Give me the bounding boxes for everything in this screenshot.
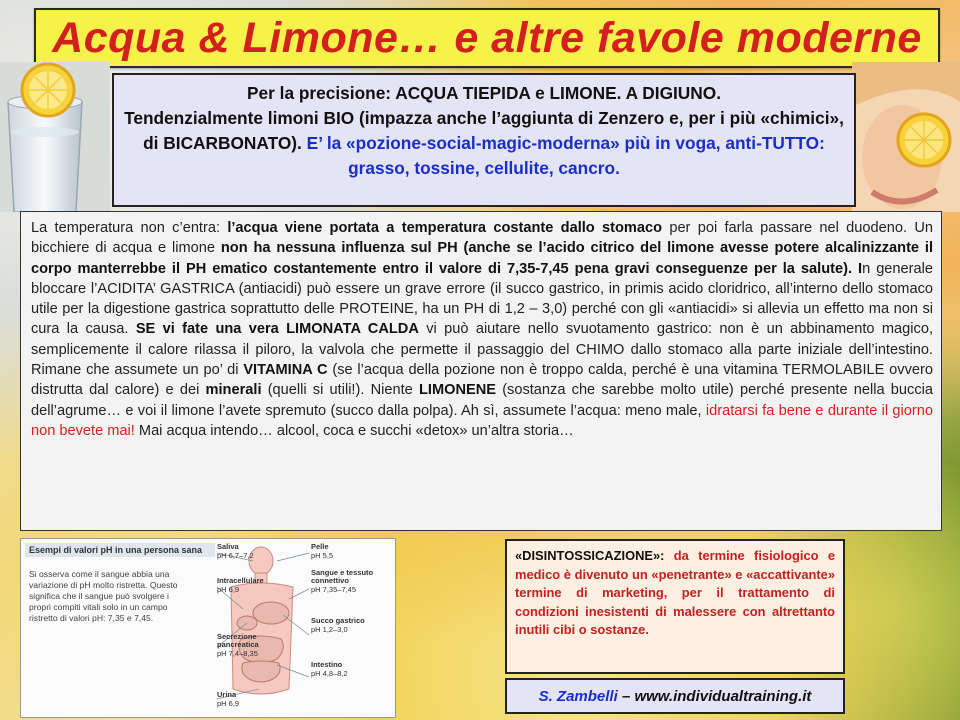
svg-text:pH 6,7–7,2: pH 6,7–7,2 xyxy=(217,551,254,560)
svg-text:pH 1,2–3,0: pH 1,2–3,0 xyxy=(311,625,348,634)
water-glass-lemon-image xyxy=(0,62,110,212)
author-website: www.individualtraining.it xyxy=(634,687,812,705)
main-text-bold: l’acqua viene portata a temperatura costante dallo stomaco xyxy=(227,220,663,236)
main-text-bold: VITAMINA C xyxy=(243,362,328,379)
detox-term: «DISINTOSSICAZIONE»: xyxy=(515,548,665,563)
svg-text:pancreatica: pancreatica xyxy=(217,640,259,649)
main-text-bold: non ha nessuna influenza sul PH (anche se l’acido citrico del limone avesse potere alcalinizzante il corpo manterrebbe il PH ematico costantemente entro il valore di 7,35-7,45 pena gravi conseguenze per la salute). I xyxy=(31,240,933,277)
main-text-red: idratarsi fa bene e durante il giorno non bevete mai! xyxy=(31,402,933,439)
main-text-segment: Mai acqua intendo… alcool, coca e succhi «detox» un’altra storia… xyxy=(134,422,574,439)
svg-text:Intracellulare: Intracellulare xyxy=(217,576,264,585)
svg-text:Urina: Urina xyxy=(217,690,237,699)
ph-diagram xyxy=(20,538,396,718)
author-name: S. Zambelli xyxy=(538,687,618,705)
main-text-box xyxy=(20,211,942,531)
main-text-segment: La temperatura non c’entra: xyxy=(31,220,228,236)
title-banner xyxy=(34,8,940,68)
svg-text:Saliva: Saliva xyxy=(217,542,239,551)
intro-box xyxy=(112,73,856,207)
svg-text:pH 6,9: pH 6,9 xyxy=(217,585,240,594)
main-text-bold: SE vi fate una vera LIMONATA CALDA xyxy=(135,321,419,338)
intro-line-2: Tendenzialmente limoni BIO (impazza anche l’aggiunta di Zenzero e, per i più «chimici», di BICARBONATO). xyxy=(124,108,844,153)
main-text-segment: (quelli si utili!). Niente xyxy=(261,382,419,399)
detox-text: da termine fisiologico e medico è divenuto un «penetrante» e «accattivante» termine di marketing, per il trattamento di condizioni inesistenti di malessere con altrettanto inutili cibi o sostanze. xyxy=(515,548,835,638)
svg-text:Pelle: Pelle xyxy=(311,542,329,551)
page-title: Acqua & Limone… e altre favole moderne xyxy=(52,13,922,62)
svg-text:pH 7,4–8,35: pH 7,4–8,35 xyxy=(217,649,258,658)
svg-text:Sangue e tessuto: Sangue e tessuto xyxy=(311,568,374,577)
credit-box xyxy=(505,678,845,714)
main-text-segment: (sostanza che sarebbe molto utile) perché presente nella buccia dell’agrume… e voi il limone l’avete spremuto (succo dalla polpa). Ah sì, assumete l’acqua: meno male, xyxy=(31,382,933,419)
svg-text:pH 5,5: pH 5,5 xyxy=(311,551,334,560)
main-text-segment: n generale bloccare l’ACIDITA’ GASTRICA (antiacidi) può essere un grave errore (il succo gastrico, in primis acido cloridrico, all’interno dello stomaco utile per la digestione gastrica soprattutto delle PROTEINE, ha un PH di 1,2 – 3,0) perché con gli «antiacidi» si allevia un effetto ma non si cura la causa. xyxy=(31,260,933,338)
diagram-text: Si osserva come il sangue abbia una variazione di pH molto ristretta. Questo significa che il sangue può svolgere i propri compiti vitali solo in un campo ristretto di valori pH: 7,35 e 7,45. xyxy=(29,569,178,623)
svg-text:pH 4,8–8,2: pH 4,8–8,2 xyxy=(311,669,348,678)
credit-separator: – xyxy=(617,687,635,705)
main-text-segment: per poi farla passare nel duodeno. Un bicchiere di acqua e limone xyxy=(31,220,933,257)
svg-text:Secrezione: Secrezione xyxy=(217,632,257,641)
svg-text:connettivo: connettivo xyxy=(311,576,349,585)
intro-line-3: E’ la «pozione-social-magic-moderna» più in voga, anti-TUTTO: grasso, tossine, cellulite, cancro. xyxy=(306,133,825,178)
main-text-segment: (se l’acqua della pozione non è troppo calda, perché è una vitamina TERMOLABILE ovvero distrutta dal calore) e dei xyxy=(31,362,933,399)
svg-text:pH 7,35–7,45: pH 7,35–7,45 xyxy=(311,585,357,594)
detox-box xyxy=(505,539,845,674)
main-text-bold: LIMONENE xyxy=(418,382,496,399)
intro-line-1: Per la precisione: ACQUA TIEPIDA e LIMONE. A DIGIUNO. xyxy=(246,83,722,103)
body-ph-illustration xyxy=(21,539,395,717)
svg-text:pH 6,9: pH 6,9 xyxy=(217,699,240,708)
main-text-segment: vi può aiutare nello svuotamento gastrico: non è un abbinamento magico, semplicemente il calore rilassa il piloro, la valvola che permette il passaggio del CHIMO dallo stomaco alla parte iniziale dell’intestino. Rimane che assumete un po’ di xyxy=(31,321,933,379)
main-text-bold: minerali xyxy=(205,382,262,399)
svg-text:Intestino: Intestino xyxy=(311,660,343,669)
diagram-title: Esempi di valori pH in una persona sana xyxy=(29,545,203,555)
svg-text:Succo gastrico: Succo gastrico xyxy=(311,616,365,625)
woman-lemon-image xyxy=(852,62,960,212)
